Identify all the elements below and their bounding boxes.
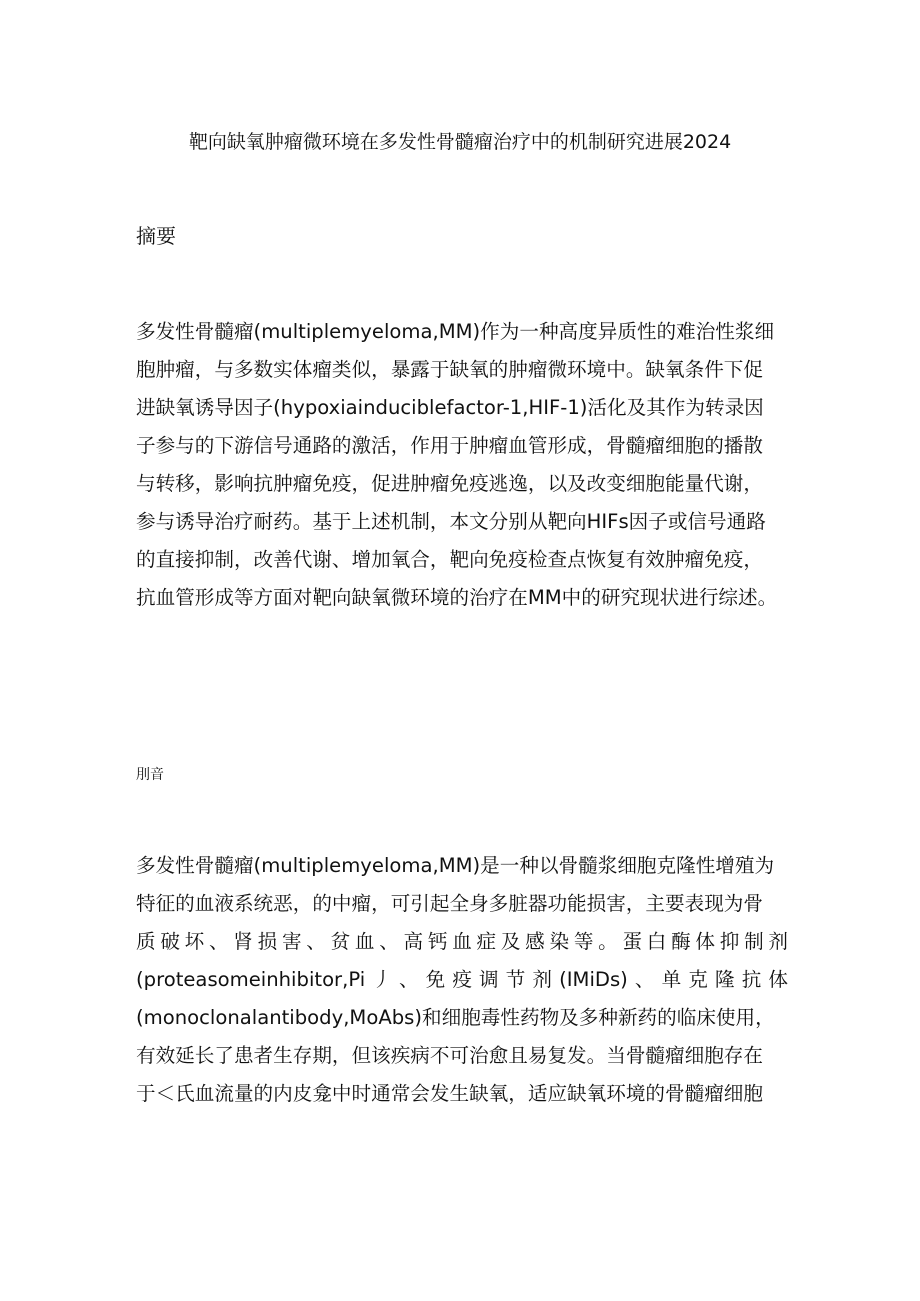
intro-line: (monoclonalantibody,MoAbs)和细胞毒性药物及多种新药的临床使用， xyxy=(136,1006,775,1029)
abstract-paragraph xyxy=(136,313,788,617)
intro-line: 有效延长了患者生存期，但该疾病不可治愈且易复发。当骨髓瘤细胞存在 xyxy=(136,1044,763,1067)
abstract-line: 胞肿瘤，与多数实体瘤类似，暴露于缺氧的肿瘤微环境中。缺氧条件下促 xyxy=(136,358,763,381)
intro-line: 特征的血液系统恶，的中瘤，可引起全身多脏器功能损害，主要表现为骨 xyxy=(136,892,763,915)
intro-line: 多发性骨髓瘤(multiplemyeloma,MM)是一种以骨髓浆细胞克隆性增殖为 xyxy=(136,854,775,877)
abstract-line: 多发性骨髓瘤(multiplemyeloma,MM)作为一种高度异质性的难治性浆细 xyxy=(136,320,775,343)
abstract-line: 的直接抑制，改善代谢、增加氧合，靶向免疫检查点恢复有效肿瘤免疫， xyxy=(136,548,763,571)
intro-line: 质破坏、肾损害、贫血、高钙血症及感染等。蛋白酶体抑制剂 xyxy=(136,930,788,953)
intro-line: 于＜氏血流量的内皮龛中时通常会发生缺氧，适应缺氧环境的骨髓瘤细胞 xyxy=(136,1082,763,1105)
intro-paragraph xyxy=(136,847,788,1113)
abstract-line: 子参与的下游信号通路的激活，作用于肿瘤血管形成，骨髓瘤细胞的播散 xyxy=(136,434,763,457)
abstract-line: 与转移，影响抗肿瘤免疫，促进肿瘤免疫逃逸，以及改变细胞能量代谢， xyxy=(136,472,763,495)
abstract-heading: 摘要 xyxy=(136,224,176,248)
abstract-line: 参与诱导治疗耐药。基于上述机制，本文分别从靶向HIFs因子或信号通路 xyxy=(136,510,766,533)
intro-heading: 刖音 xyxy=(136,767,164,783)
abstract-line: 进缺氧诱导因子(hypoxiainduciblefactor-1,HIF-1)活化及其作为转录因 xyxy=(136,396,764,419)
document-title: 靶向缺氧肿瘤微环境在多发性骨髓瘤治疗中的机制研究进展2024 xyxy=(188,131,732,153)
abstract-line: 抗血管形成等方面对靶向缺氧微环境的治疗在MM中的研究现状进行综述。 xyxy=(136,586,778,609)
intro-line: (proteasomeinhibitor,Pi丿、免疫调节剂(IMiDs)、单克隆抗体 xyxy=(136,968,788,991)
